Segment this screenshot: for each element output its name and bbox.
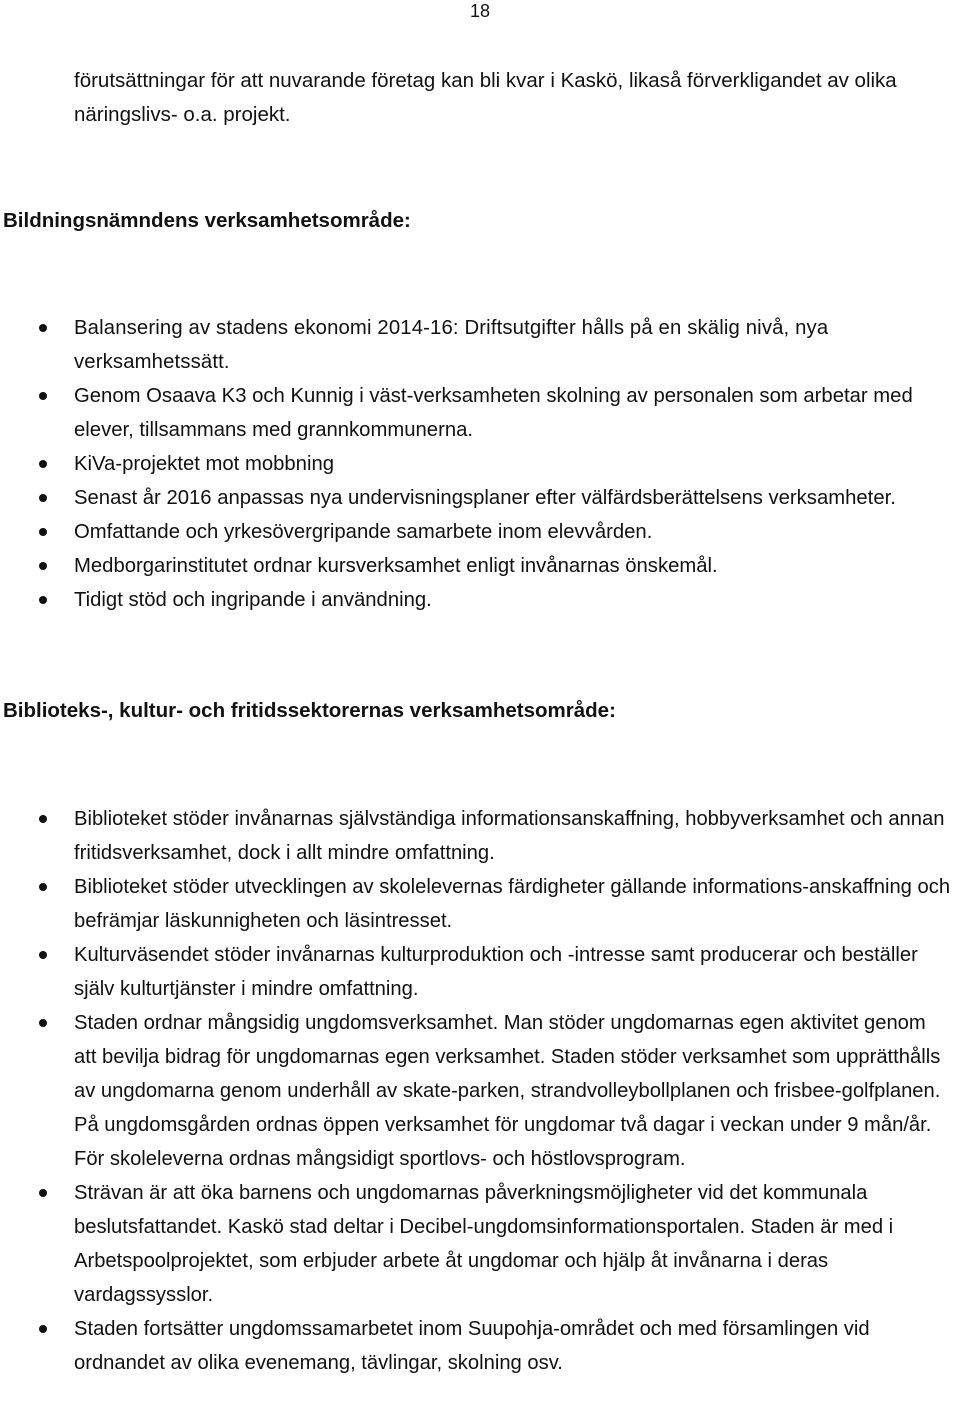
list-item xyxy=(0,481,960,515)
list-item-text: Staden fortsätter ungdomssamarbetet inom Suupohja-området och med församlingen vid ordnandet av olika evenemang, tävlingar, skolning osv. xyxy=(74,1318,870,1374)
list-item xyxy=(0,1312,960,1380)
list-item xyxy=(0,1176,960,1312)
bildning-bullet-list xyxy=(0,311,960,617)
bibliotek-bullet-list xyxy=(0,802,960,1380)
list-item xyxy=(0,447,960,481)
intro-paragraph-block xyxy=(0,64,960,132)
intro-paragraph: förutsättningar för att nuvarande företag kan bli kvar i Kaskö, likaså förverkligandet av olika näringslivs- o.a. projekt. xyxy=(74,69,897,126)
bullet-icon xyxy=(39,1325,47,1333)
list-item xyxy=(0,1006,960,1176)
list-item-text: Balansering av stadens ekonomi 2014-16: Driftsutgifter hålls på en skälig nivå, nya verksamhetssätt. xyxy=(74,317,829,373)
section-heading-bibliotek-block xyxy=(0,697,960,725)
bullet-icon xyxy=(39,494,47,502)
list-item-text: Medborgarinstitutet ordnar kursverksamhet enligt invånarnas önskemål. xyxy=(74,555,718,577)
list-item xyxy=(0,870,960,938)
bullet-icon xyxy=(39,528,47,536)
bullet-icon xyxy=(39,1189,47,1197)
bullet-icon xyxy=(39,324,47,332)
list-item-text: Genom Osaava K3 och Kunnig i väst-verksamheten skolning av personalen som arbetar med elever, tillsammans med grannkommunerna. xyxy=(74,385,913,441)
list-item xyxy=(0,583,960,617)
list-item-text: Tidigt stöd och ingripande i användning. xyxy=(74,589,432,611)
section-heading-bildning-block xyxy=(0,207,960,235)
list-item xyxy=(0,938,960,1006)
bullet-icon xyxy=(39,951,47,959)
list-item xyxy=(0,515,960,549)
list-item-text: Staden ordnar mångsidig ungdomsverksamhet. Man stöder ungdomarnas egen aktivitet genom att bevilja bidrag för ungdomarnas egen verksamhet. Staden stöder verksamhet som upprätthålls av ungdomarna genom underhåll av skate-parken, strandvolleybollplanen och frisbee-golfplanen. På ungdomsgården ordnas öppen verksamhet för ungdomar två dagar i veckan under 9 mån/år. För skoleleverna ordnas mångsidigt sportlovs- och höstlovsprogram. xyxy=(74,1012,941,1170)
bullet-icon xyxy=(39,883,47,891)
bullet-icon xyxy=(39,392,47,400)
bullet-icon xyxy=(39,562,47,570)
list-item-text: Biblioteket stöder utvecklingen av skolelevernas färdigheter gällande informations-anskaffning och befrämjar läskunnigheten och läsintresset. xyxy=(74,876,951,932)
section-heading-bibliotek: Biblioteks-, kultur- och fritidssektorernas verksamhetsområde: xyxy=(3,699,616,722)
bullet-icon xyxy=(39,460,47,468)
list-item-text: Biblioteket stöder invånarnas självständiga informationsanskaffning, hobbyverksamhet och annan fritidsverksamhet, dock i allt mindre omfattning. xyxy=(74,808,945,864)
list-item-text: Strävan är att öka barnens och ungdomarnas påverkningsmöjligheter vid det kommunala beslutsfattandet. Kaskö stad deltar i Decibel-ungdomsinformationsportalen. Staden är med i Arbetspoolprojektet, som erbjuder arbete åt ungdomar och hjälp åt invånarna i deras vardagssysslor. xyxy=(74,1182,894,1306)
list-item xyxy=(0,549,960,583)
bullet-icon xyxy=(39,1019,47,1027)
section-heading-bildning: Bildningsnämndens verksamhetsområde: xyxy=(3,209,411,232)
list-item xyxy=(0,379,960,447)
list-item xyxy=(0,802,960,870)
bullet-icon xyxy=(39,815,47,823)
bullet-icon xyxy=(39,596,47,604)
list-item-text: Kulturväsendet stöder invånarnas kulturproduktion och -intresse samt producerar och beställer själv kulturtjänster i mindre omfattning. xyxy=(74,944,918,1000)
list-item-text: Senast år 2016 anpassas nya undervisningsplaner efter välfärdsberättelsens verksamheter. xyxy=(74,487,896,509)
page-number: 18 xyxy=(470,1,491,21)
list-item-text: Omfattande och yrkesövergripande samarbete inom elevvården. xyxy=(74,521,653,543)
list-item xyxy=(0,311,960,379)
list-item-text: KiVa-projektet mot mobbning xyxy=(74,453,335,475)
